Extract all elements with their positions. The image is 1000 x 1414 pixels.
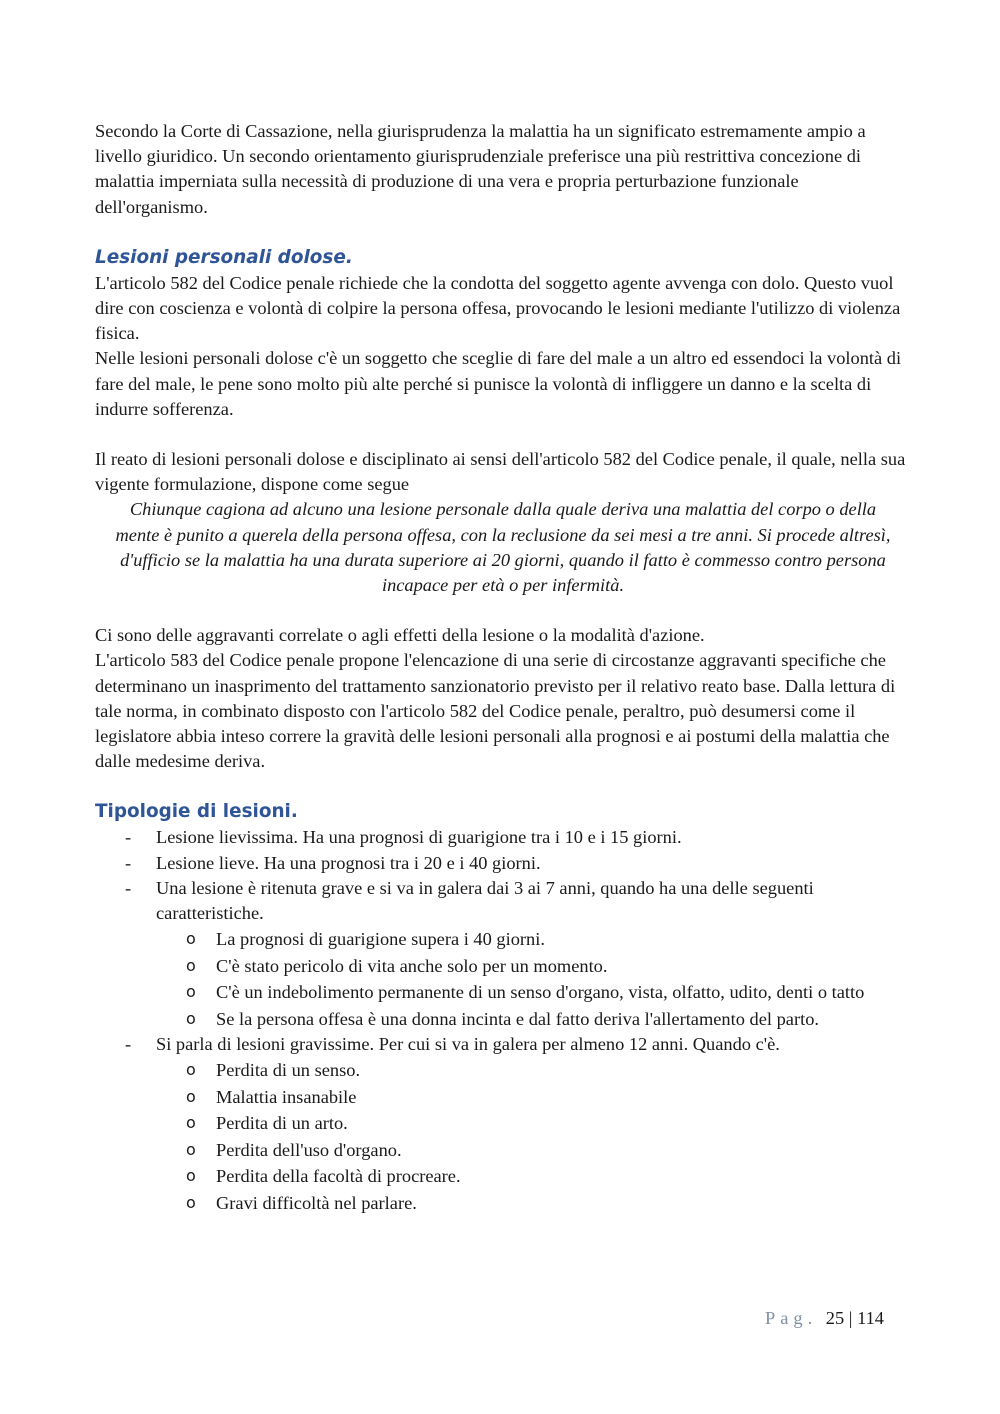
sublist-item-text: Perdita di un arto. <box>216 1113 348 1134</box>
circle-bullet: o <box>186 1192 196 1212</box>
sublist-item <box>156 1057 907 1084</box>
page-separator: | <box>848 1308 853 1328</box>
spacer <box>95 220 907 245</box>
heading-tipologie: Tipologie di lesioni. <box>95 801 298 823</box>
list-item-grave <box>95 876 907 1032</box>
list-item-text: Lesione lievissima. Ha una prognosi di guarigione tra i 10 e i 15 giorni. <box>156 827 682 848</box>
quote-article-582: Chiunque cagiona ad alcuno una lesione personale dalla quale deriva una malattia del corpo o della mente è punito a querela della persona offesa, con la reclusione da sei mesi a tre anni. Si procede altresì, d'ufficio se la malattia ha una durata superiore ai 20 giorni, quando il fatto è commesso contro persona incapace per età o per infermità. <box>115 499 891 596</box>
page-number: 25 <box>825 1308 845 1328</box>
paragraph-intro: Secondo la Corte di Cassazione, nella giurisprudenza la malattia ha un significato estremamente ampio a livello giuridico. Un secondo orientamento giurisprudenziale preferisce una più restrittiva concezione di malattia imperniata sulla necessità di produzione di una vera e propria perturbazione funzionale dell'organismo. <box>95 121 866 217</box>
page-footer <box>765 1306 884 1331</box>
circle-bullet: o <box>186 1008 196 1028</box>
sublist-item-text: C'è stato pericolo di vita anche solo per un momento. <box>216 955 608 976</box>
list-item-text: Si parla di lesioni gravissime. Per cui si va in galera per almeno 12 anni. Quando c'è. <box>156 1034 780 1055</box>
spacer <box>95 422 907 447</box>
paragraph-reato: Il reato di lesioni personali dolose e disciplinato ai sensi dell'articolo 582 del Codice penale, il quale, nella sua vigente formulazione, dispone come segue <box>95 449 906 495</box>
sublist-item <box>156 1190 907 1217</box>
sublist-item <box>156 1084 907 1111</box>
sublist-item-text: Perdita della facoltà di procreare. <box>216 1166 461 1187</box>
sublist-item <box>156 1163 907 1190</box>
paragraph-aggravanti-2: L'articolo 583 del Codice penale propone l'elencazione di una serie di circostanze aggravanti specifiche che determinano un inasprimento del trattamento sanzionatorio previsto per il relativo reato base. Dalla lettura di tale norma, in combinato disposto con l'articolo 582 del Codice penale, peraltro, può desumersi come il legislatore abbia inteso correre la gravità delle lesioni personali alla prognosi e ai postumi della malattia che dalle medesime deriva. <box>95 650 896 772</box>
sublist-item <box>156 953 907 980</box>
dash-bullet: - <box>125 852 132 873</box>
circle-bullet: o <box>186 1166 196 1186</box>
list-item-text: Una lesione è ritenuta grave e si va in galera dai 3 ai 7 anni, quando ha una delle seguenti caratteristiche. <box>156 877 814 924</box>
sublist-item <box>156 1110 907 1137</box>
list-item-gravissime <box>95 1032 907 1216</box>
grave-sublist <box>156 926 907 1032</box>
paragraph-dolose-2: Nelle lesioni personali dolose c'è un soggetto che sceglie di fare del male a un altro ed essendoci la volontà di fare del male, le pene sono molto più alte perché si punisce la volontà di infliggere un danno e la scelta di indurre sofferenza. <box>95 348 902 419</box>
page-label: Pag. <box>765 1308 818 1328</box>
paragraph-dolose-1: L'articolo 582 del Codice penale richiede che la condotta del soggetto agente avvenga con dolo. Questo vuol dire con coscienza e volontà di colpire la persona offesa, provocando le lesioni mediante l'utilizzo di violenza fisica. <box>95 272 901 344</box>
circle-bullet: o <box>186 1086 196 1106</box>
sublist-item-text: Perdita dell'uso d'organo. <box>216 1139 402 1160</box>
heading-lesioni-dolose: Lesioni personali dolose. <box>95 246 353 268</box>
sublist-item-text: Perdita di un senso. <box>216 1060 361 1081</box>
dash-bullet: - <box>125 877 132 898</box>
circle-bullet: o <box>186 929 196 949</box>
sublist-item-text: Se la persona offesa è una donna incinta e dal fatto deriva l'allertamento del parto. <box>216 1008 819 1029</box>
circle-bullet: o <box>186 955 196 975</box>
sublist-item <box>156 979 907 1006</box>
list-item-text: Lesione lieve. Ha una prognosi tra i 20 e i 40 giorni. <box>156 852 541 873</box>
dash-bullet: - <box>125 1034 132 1055</box>
sublist-item <box>156 926 907 953</box>
sublist-item-text: Malattia insanabile <box>216 1086 357 1107</box>
circle-bullet: o <box>186 1139 196 1159</box>
sublist-item-text: C'è un indebolimento permanente di un senso d'organo, vista, olfatto, udito, denti o tatto <box>216 982 865 1003</box>
sublist-item-text: La prognosi di guarigione supera i 40 giorni. <box>216 929 545 950</box>
tipologie-list <box>95 825 907 1216</box>
list-item-lieve <box>95 851 907 876</box>
spacer <box>95 774 907 799</box>
dash-bullet: - <box>125 827 132 848</box>
circle-bullet: o <box>186 1060 196 1080</box>
page-content <box>95 119 907 1216</box>
gravissime-sublist <box>156 1057 907 1216</box>
sublist-item <box>156 1006 907 1033</box>
list-item-lievissima <box>95 825 907 850</box>
circle-bullet: o <box>186 982 196 1002</box>
paragraph-aggravanti-1: Ci sono delle aggravanti correlate o agli effetti della lesione o la modalità d'azione. <box>95 625 705 646</box>
circle-bullet: o <box>186 1113 196 1133</box>
spacer <box>95 598 907 623</box>
sublist-item <box>156 1137 907 1164</box>
sublist-item-text: Gravi difficoltà nel parlare. <box>216 1192 417 1213</box>
page-total: 114 <box>857 1308 884 1328</box>
